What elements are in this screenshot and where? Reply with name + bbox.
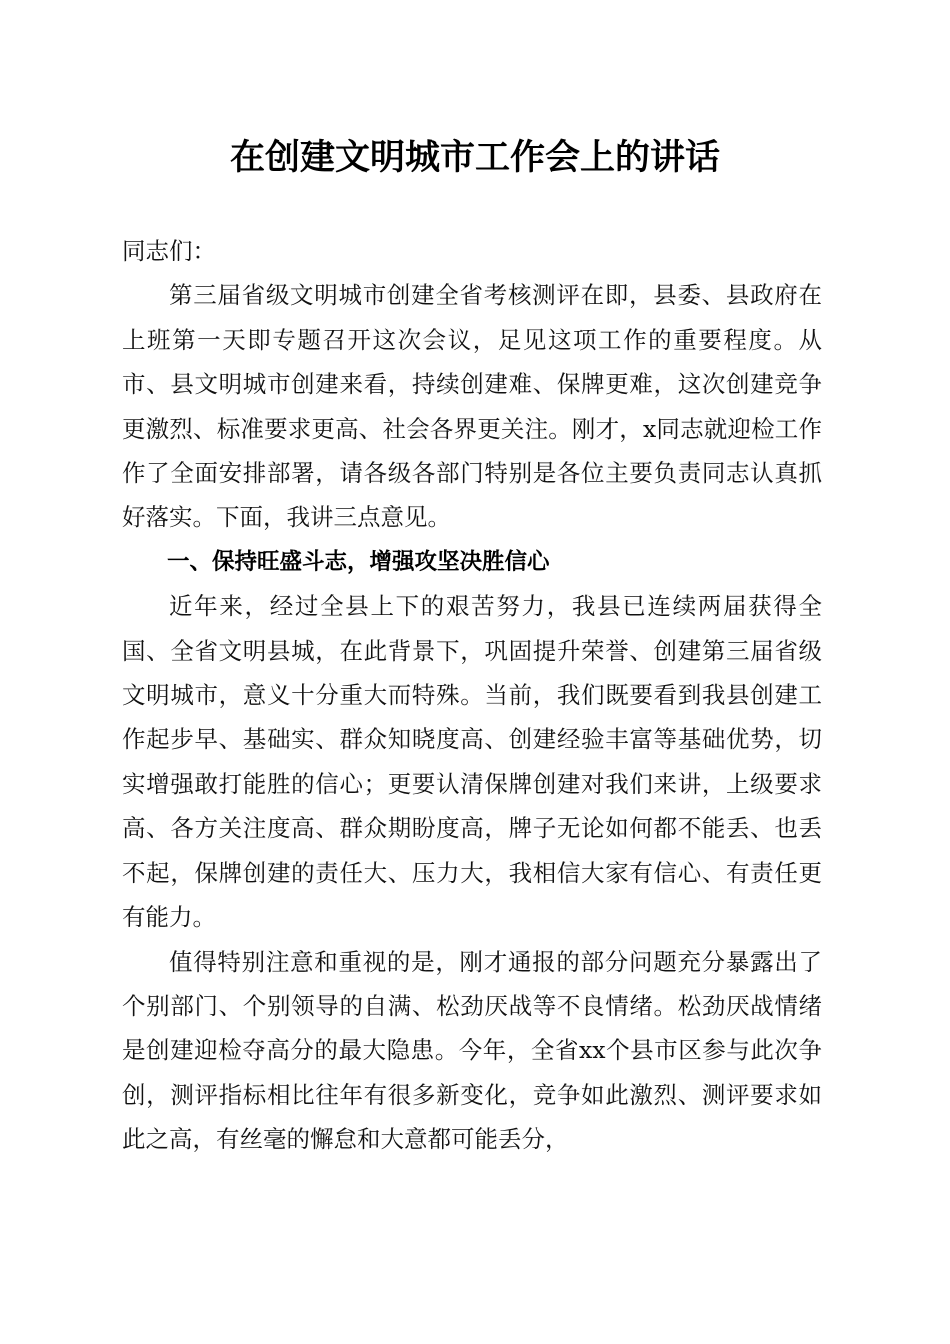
document-title: 在创建文明城市工作会上的讲话 (229, 137, 720, 178)
paragraph-section1-2: 值得特别注意和重视的是，刚才通报的部分问题充分暴露出了个别部门、个别领导的自满、松劲厌战等不良情绪。松劲厌战情绪是创建迎检夺高分的最大隐患。今年，全省xx个县市区参与此次争创，测评指标相比往年有很多新变化，竞争如此激烈、测评要求如此之高，有丝毫的懈怠和大意都可能丢分， (122, 947, 822, 1154)
document-body (122, 229, 822, 1162)
paragraph-opening: 第三届省级文明城市创建全省考核测评在即，县委、县政府在上班第一天即专题召开这次会议，足见这项工作的重要程度。从市、县文明城市创建来看，持续创建难、保牌更难，这次创建竞争更激烈、标准要求更高、社会各界更关注。刚才，x同志就迎检工作作了全面安排部署，请各级各部门特别是各位主要负责同志认真抓好落实。下面，我讲三点意见。 (122, 281, 822, 532)
paragraph-section1-1: 近年来，经过全县上下的艰苦努力，我县已连续两届获得全国、全省文明县城，在此背景下，巩固提升荣誉、创建第三届省级文明城市，意义十分重大而特殊。当前，我们既要看到我县创建工作起步早、基础实、群众知晓度高、创建经验丰富等基础优势，切实增强敢打能胜的信心；更要认清保牌创建对我们来讲，上级要求高、各方关注度高、群众期盼度高，牌子无论如何都不能丢、也丢不起，保牌创建的责任大、压力大，我相信大家有信心、有责任更有能力。 (122, 592, 822, 932)
salutation: 同志们： (122, 237, 216, 265)
section-heading-1: 一、保持旺盛斗志，增强攻坚决胜信心 (167, 548, 550, 575)
